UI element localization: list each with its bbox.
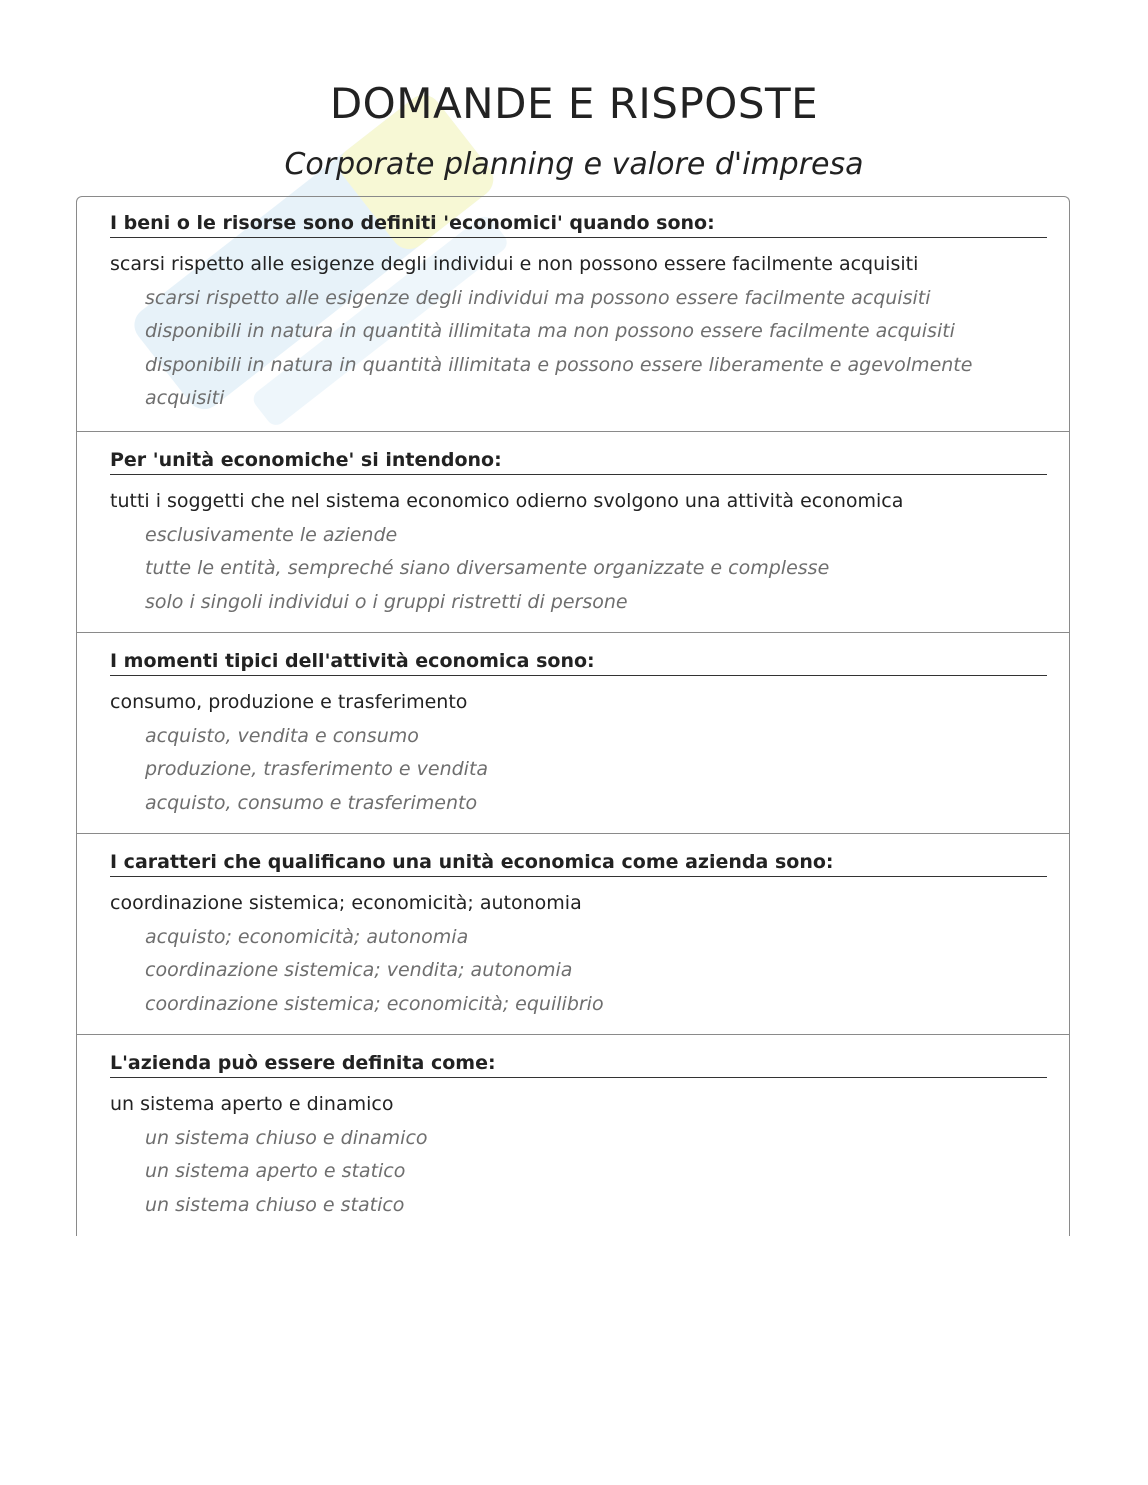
wrong-answer: acquisto, vendita e consumo	[145, 724, 419, 747]
wrong-answer: produzione, trasferimento e vendita	[145, 758, 489, 780]
qa-item	[77, 632, 1069, 820]
wrong-answer: coordinazione sistemica; economicità; equilibrio	[145, 992, 604, 1015]
correct-answer: coordinazione sistemica; economicità; autonomia	[110, 892, 582, 914]
correct-answer: scarsi rispetto alle esigenze degli individui e non possono essere facilmente acquisiti	[110, 253, 919, 275]
page-title: DOMANDE E RISPOSTE	[329, 79, 819, 128]
correct-answer: tutti i soggetti che nel sistema economico odierno svolgono una attività economica	[110, 490, 904, 512]
wrong-answer: coordinazione sistemica; vendita; autonomia	[145, 959, 573, 981]
wrong-answer: un sistema aperto e statico	[145, 1160, 406, 1182]
wrong-answer: esclusivamente le aziende	[145, 523, 398, 546]
wrong-answer: disponibili in natura in quantità illimitata ma non possono essere facilmente acquisiti	[145, 320, 955, 342]
wrong-answer: tutte le entità, sempreché siano diversamente organizzate e complesse	[145, 557, 830, 579]
question-text: I momenti tipici dell'attività economica sono:	[110, 649, 1047, 676]
correct-answer: consumo, produzione e trasferimento	[110, 691, 468, 713]
qa-item	[77, 211, 1069, 416]
question-text: I caratteri che qualificano una unità economica come azienda sono:	[110, 850, 1047, 877]
question-text: Per 'unità economiche' si intendono:	[110, 448, 1047, 475]
wrong-answer: un sistema chiuso e dinamico	[145, 1126, 428, 1149]
question-text: L'azienda può essere definita come:	[110, 1051, 1047, 1078]
wrong-answer: un sistema chiuso e statico	[145, 1193, 405, 1216]
qa-container	[76, 196, 1070, 1236]
correct-answer: un sistema aperto e dinamico	[110, 1093, 394, 1115]
wrong-answer: acquisto, consumo e trasferimento	[145, 791, 478, 814]
page-subtitle: Corporate planning e valore d'impresa	[284, 147, 864, 182]
qa-item	[77, 431, 1069, 619]
question-text: I beni o le risorse sono definiti 'economici' quando sono:	[110, 211, 1047, 238]
wrong-answer: acquisto; economicità; autonomia	[145, 925, 469, 948]
wrong-answer: solo i singoli individui o i gruppi ristretti di persone	[145, 590, 628, 613]
wrong-answer: scarsi rispetto alle esigenze degli individui ma possono essere facilmente acquisiti	[145, 286, 931, 309]
qa-item	[77, 1034, 1069, 1222]
wrong-answer: disponibili in natura in quantità illimitata e possono essere liberamente e agevolmente acquisiti	[145, 353, 973, 409]
qa-item	[77, 833, 1069, 1021]
